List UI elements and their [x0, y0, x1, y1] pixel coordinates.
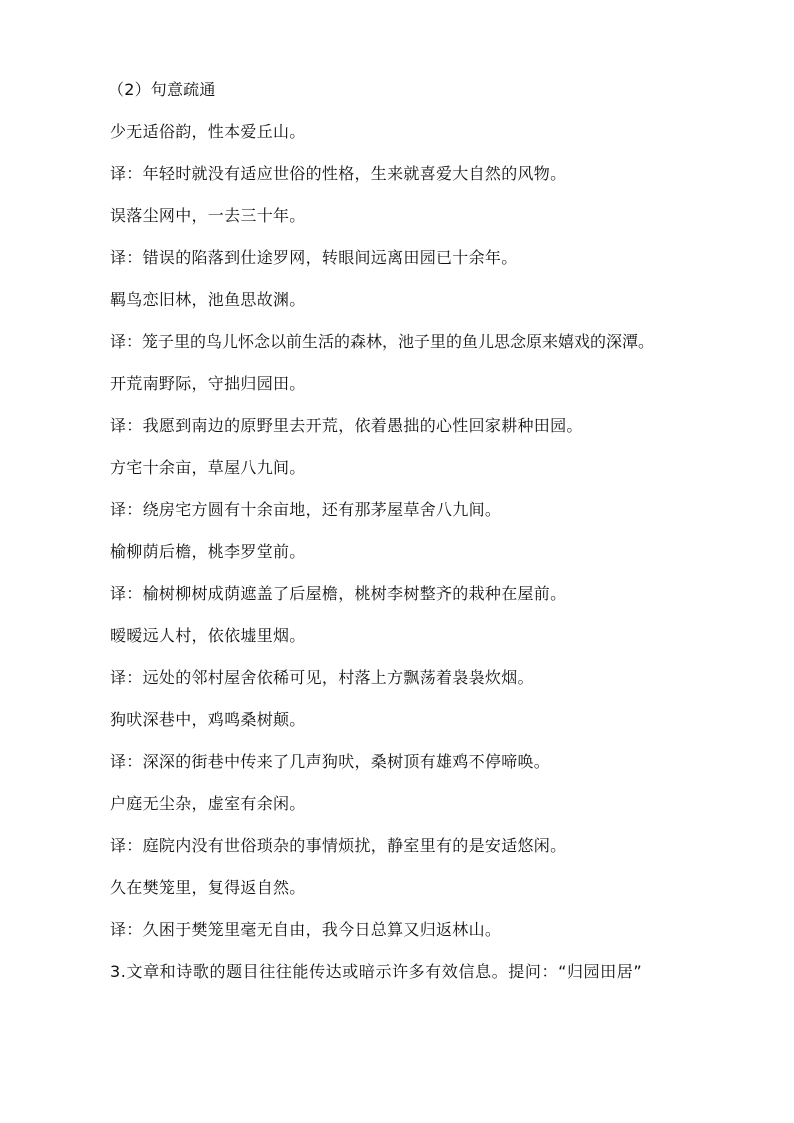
translation-line: 译：笼子里的鸟儿怀念以前生活的森林，池子里的鱼儿思念原来嬉戏的深潭。: [110, 332, 655, 351]
poem-line: 久在樊笼里，复得返自然。: [110, 878, 306, 897]
poem-line: 榆柳荫后檐，桃李罗堂前。: [110, 542, 306, 561]
translation-line: 译：远处的邻村屋舍依稀可见，村落上方飘荡着袅袅炊烟。: [110, 668, 534, 687]
translation-line: 译：庭院内没有世俗琐杂的事情烦扰，静室里有的是安适悠闲。: [110, 836, 567, 855]
translation-line: 译：榆树柳树成荫遮盖了后屋檐，桃树李树整齐的栽种在屋前。: [110, 584, 567, 603]
question-text: 3.文章和诗歌的题目往往能传达或暗示许多有效信息。提问：“归园田居”: [110, 962, 643, 981]
poem-line: 少无适俗韵，性本爱丘山。: [110, 122, 306, 141]
translation-line: 译：错误的陷落到仕途罗网，转眼间远离田园已十余年。: [110, 248, 518, 267]
translation-line: 译：深深的街巷中传来了几声狗吠，桑树顶有雄鸡不停啼唤。: [110, 752, 551, 771]
poem-line: 暧暧远人村，依依墟里烟。: [110, 626, 306, 645]
poem-line: 方宅十余亩，草屋八九间。: [110, 458, 306, 477]
section-heading: （2）句意疏通: [108, 80, 216, 99]
poem-line: 户庭无尘杂，虚室有余闲。: [110, 794, 306, 813]
translation-line: 译：年轻时就没有适应世俗的性格，生来就喜爱大自然的风物。: [110, 164, 567, 183]
poem-line: 羁鸟恋旧林，池鱼思故渊。: [110, 290, 306, 309]
poem-line: 误落尘网中，一去三十年。: [110, 206, 306, 225]
poem-line: 开荒南野际，守拙归园田。: [110, 374, 306, 393]
poem-line: 狗吠深巷中，鸡鸣桑树颠。: [110, 710, 306, 729]
translation-line: 译：久困于樊笼里毫无自由，我今日总算又归返林山。: [110, 920, 502, 939]
translation-line: 译：绕房宅方圆有十余亩地，还有那茅屋草舍八九间。: [110, 500, 502, 519]
translation-line: 译：我愿到南边的原野里去开荒，依着愚拙的心性回家耕种田园。: [110, 416, 583, 435]
